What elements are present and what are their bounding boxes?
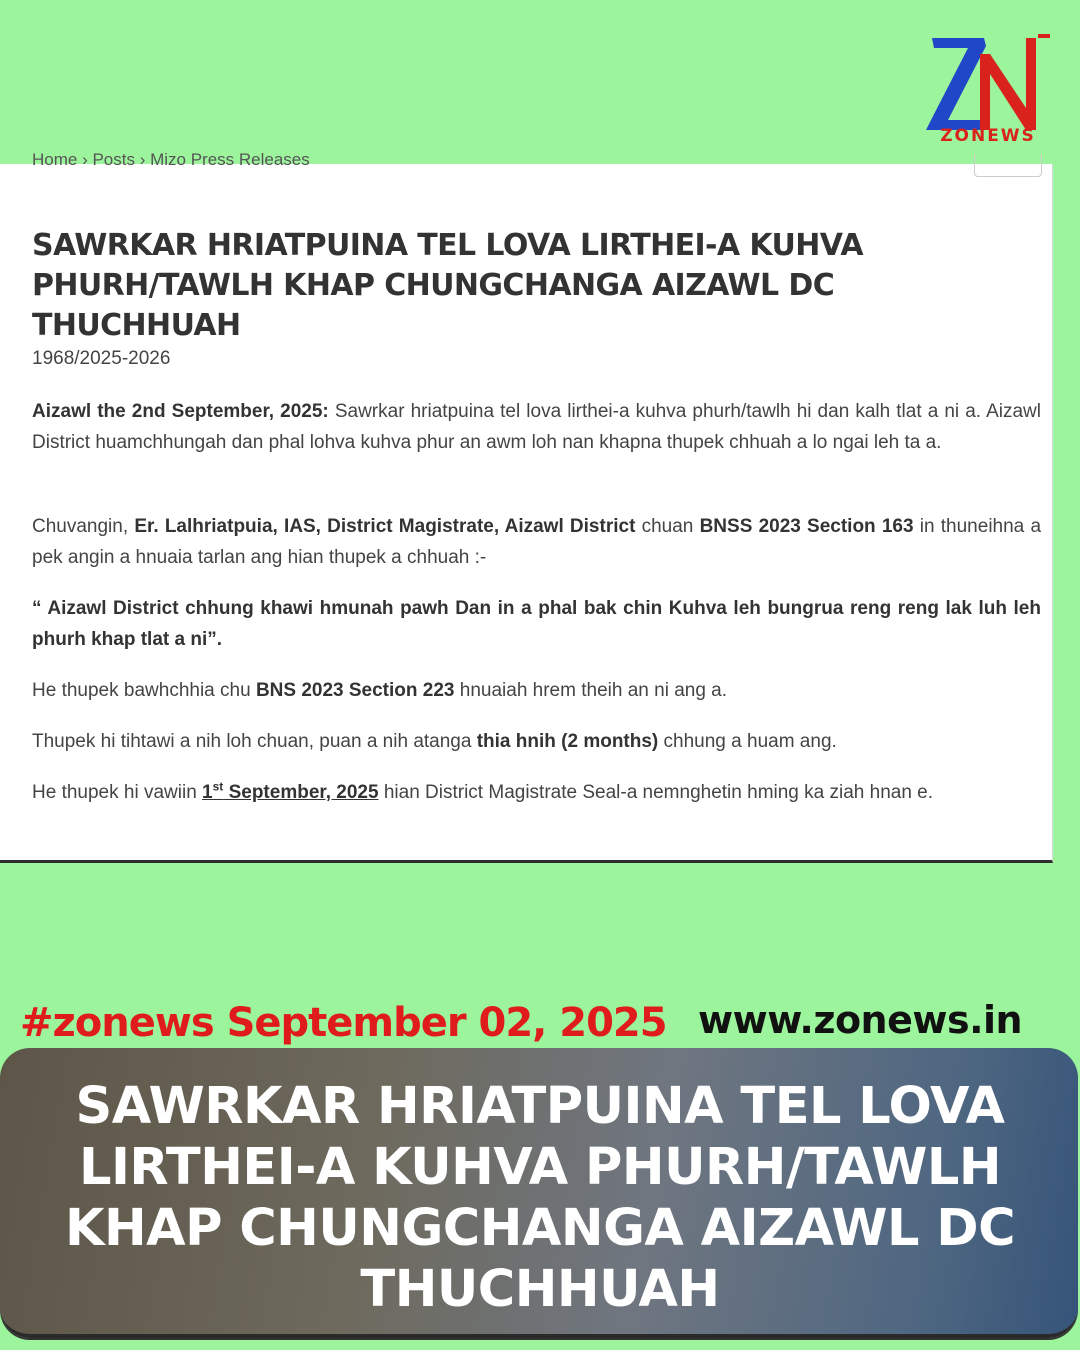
zonews-logo [922,34,1052,150]
paragraph-duration [32,726,1041,757]
document-title: SAWRKAR HRIATPUINA TEL LOVA LIRTHEI-A KUHVA PHURH/TAWLH KHAP CHUNGCHANGA AIZAWL DC THUCHHUAH [32,228,863,343]
paragraph-intro [32,396,1041,458]
issue-date [202,779,379,803]
reference-number: 1968/2025-2026 [32,348,171,369]
issue-day-suffix: st [212,779,224,794]
penalty-text-a: He thupek bawhchhia chu [32,680,256,701]
website-link[interactable]: www.zonews.in [698,998,1023,1042]
order-text-e: in thuneihna a pek angin a hnuaia tarlan ang hian thupek a chhuah :- [32,516,1042,568]
intro-text: Sawrkar hriatpuina tel lova lirthei-a kuhva phurh/tawlh hi dan kalh tlat a ni a. Aizawl District huamchhungah dan phal lohva kuhva phur an awm loh nan khapna thupek chhuah a lo ngai leh ta a. [32,401,1042,453]
bnss-section: BNSS 2023 Section 163 [699,516,914,537]
press-release-card [0,150,1053,863]
signature-text-a: He thupek hi vawiin [32,782,203,803]
paragraph-signature [32,777,1041,808]
issue-month-year: September, 2025 [223,782,379,803]
paragraph-penalty [32,675,1041,706]
duration-period: thia hnih (2 months) [476,731,659,752]
order-text-a: Chuvangin, [32,516,135,537]
paragraph-quote: “ Aizawl District chhung khawi hmunah pawh Dan in a phal bak chin Kuhva leh bungrua reng reng lak luh leh phurh khap tlat a ni”. [32,598,1041,650]
breadcrumb[interactable]: Home › Posts › Mizo Press Releases [32,150,310,169]
hashtag-date: #zonews September 02, 2025 [20,1000,667,1046]
bns-section: BNS 2023 Section 223 [255,680,455,701]
dateline: Aizawl the 2nd September, 2025: [32,401,329,422]
headline-text: SAWRKAR HRIATPUINA TEL LOVA LIRTHEI-A KUHVA PHURH/TAWLH KHAP CHUNGCHANGA AIZAWL DC THUCHHUAH [64,1077,1016,1319]
order-text-c: chuan [635,516,700,537]
print-icon[interactable] [974,154,1042,177]
paragraph-order [32,511,1041,573]
logo-wordmark: ZONEWS [940,126,1036,146]
zn-logo-mark [922,34,1052,134]
magistrate-name: Er. Lalhriatpuia, IAS, District Magistrate, Aizawl District [134,516,636,537]
issue-day: 1 [202,782,213,803]
penalty-text-c: hnuaiah hrem theih an ni ang a. [454,680,728,701]
signature-text-c: hian District Magistrate Seal-a nemnghetin hming ka ziah hnan e. [378,782,934,803]
duration-text-c: chhung a huam ang. [658,731,837,752]
duration-text-a: Thupek hi tihtawi a nih loh chuan, puan a nih atanga [32,731,477,752]
